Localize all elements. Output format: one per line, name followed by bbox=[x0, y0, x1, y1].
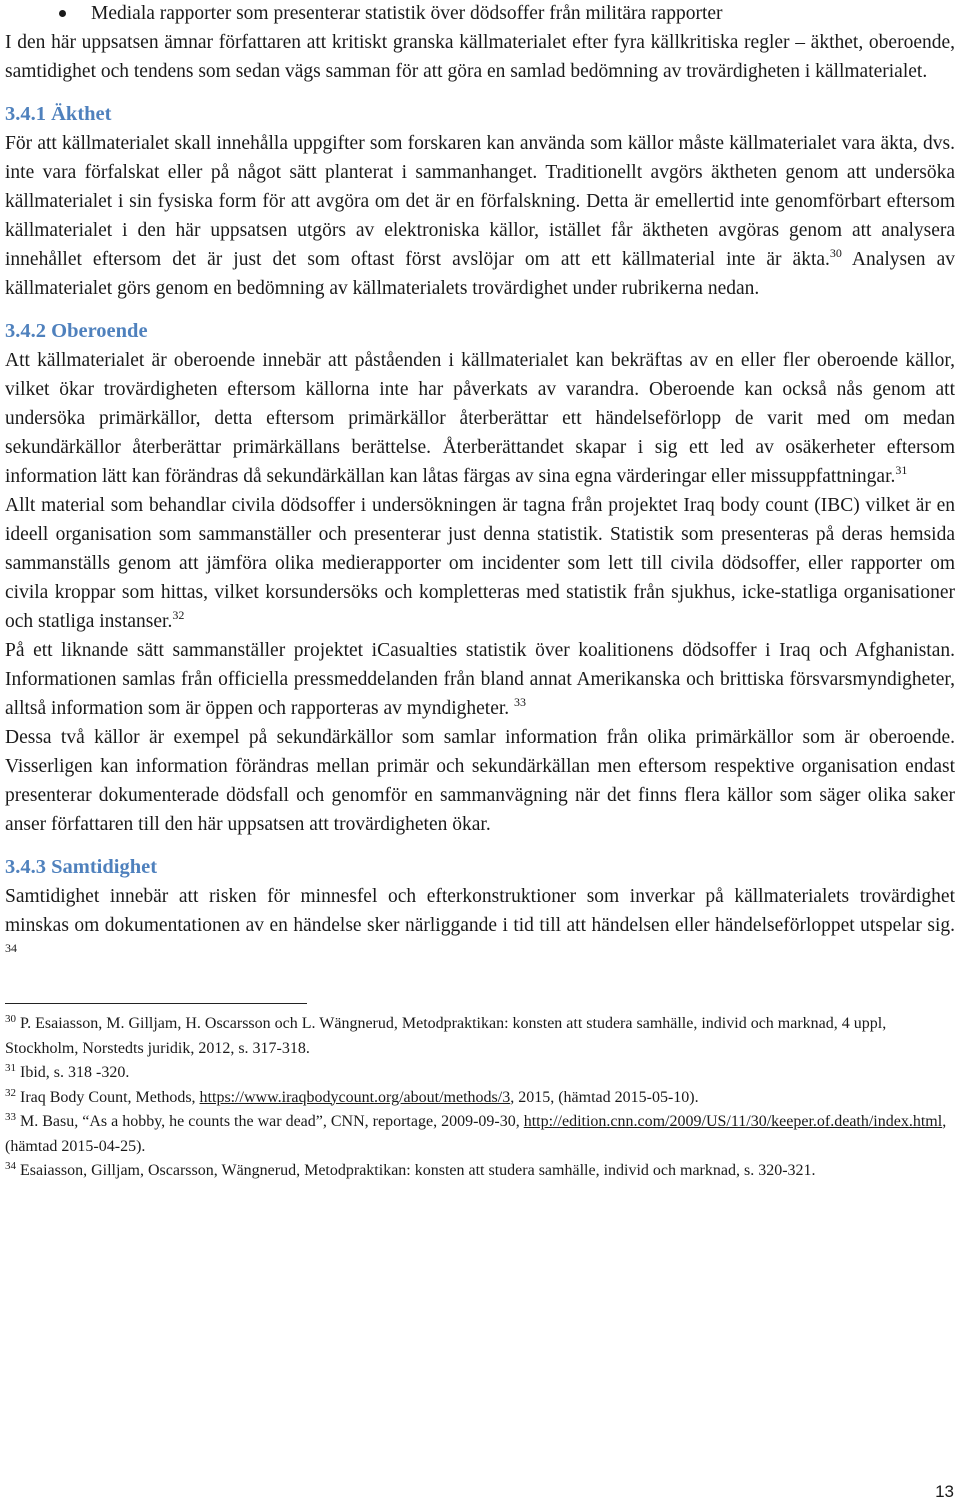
samtidighet-paragraph: Samtidighet innebär att risken för minnesfel och efterkonstruktioner som inverkar på källmaterialets trovärdighet minskas om dokumentationen av en händelse sker närliggande i tid till att händelsen eller händelseförloppet utspelar sig. $^{34}$ bbox=[5, 886, 955, 955]
footnote-ref-34[interactable]: 34 bbox=[5, 941, 17, 955]
bullet-text: Mediala rapporter som presenterar statistik över dödsoffer från militära rapporter bbox=[91, 3, 723, 24]
footnote-31: $^{31}$ Ibid, s. 318 -320. bbox=[5, 1062, 130, 1081]
oberoende-paragraph-1: Att källmaterialet är oberoende innebär att påståenden i källmaterialet kan bekräftas av en eller fler oberoende källor, vilket ökar trovärdigheten eftersom källorna inte har påverkats av varandra. Oberoende kan också nås genom att undersöka primärkällor, detta eftersom primärkällor återberättar ett händelseförlopp de varit med om medan sekundärkällor återberättar primärkällans berättelse. Återberättandet skapar i sig ett led av osäkerheter eftersom information lätt kan förändras då sekundärkällan kan låtas färgas av sina egna värderingar eller missuppfattningar.$^{31}$ bbox=[5, 350, 955, 487]
oberoende-paragraph-2: Allt material som behandlar civila dödsoffer i undersökningen är tagna från projektet Iraq body count (IBC) vilket är en ideell organisation som sammanställer och presenterar just denna statistik. Statistik som presenteras på deras hemsida sammanställs genom att jämföra olika medierapporter om incidenter som lett till civila dödsoffer, eller rapporter om civila kroppar som hittas, vilket korsundersöks och kompletteras med statistik från sjukhus, icke-statliga organisationer och statliga instanser.$^{32}$ bbox=[5, 495, 955, 632]
footnote-34: $^{34}$ Esaiasson, Gilljam, Oscarsson, Wängnerud, Metodpraktikan: konsten att studera samhälle, individ och marknad, s. 320-321. bbox=[5, 1160, 816, 1179]
page-number: 13 bbox=[935, 1482, 954, 1501]
footnote-separator bbox=[5, 1003, 307, 1004]
akthet-paragraph: För att källmaterialet skall innehålla uppgifter som forskaren kan använda som källor måste källmaterialet vara äkta, dvs. inte vara förfalskat eller på något sätt planterat i sammanhanget. Traditionellt avgörs äktheten genom att undersöka källmaterialet i sin fysiska form för att avgöra om det är en förfalskning. Detta är emellertid inte genomförbart eftersom källmaterialet i den här uppsatsen utgörs av elektroniska källor, istället får äktheten avgöras genom att analysera innehållet eftersom det är just det som oftast först avslöjar om att ett källmaterial inte är äkta.$^{30}$ Analysen av källmaterialet görs genom en bedömning av källmaterialets trovärdighet under rubrikerna nedan. bbox=[5, 133, 955, 299]
footnote-ref-31[interactable]: 31 bbox=[895, 463, 908, 477]
footnote-33: $^{33}$ M. Basu, “As a hobby, he counts the war dead”, CNN, reportage, 2009-09-30, http://edition.cnn.com/2009/US/11/30/keeper.of.death/index.html, (hämtad 2015-04-25). bbox=[5, 1111, 947, 1155]
iraqbodycount-link[interactable]: https://www.iraqbodycount.org/about/methods/3 bbox=[199, 1088, 511, 1106]
bullet-dot-icon bbox=[59, 10, 66, 17]
section-heading-samtidighet: 3.4.3 Samtidighet bbox=[5, 856, 158, 878]
bullet-item bbox=[5, 0, 955, 28]
section-heading-akthet: 3.4.1 Äkthet bbox=[5, 103, 112, 125]
footnote-ref-32[interactable]: 32 bbox=[172, 608, 185, 622]
footnote-30: $^{30}$ P. Esaiasson, M. Gilljam, H. Oscarsson och L. Wängnerud, Metodpraktikan: konsten att studera samhälle, individ och marknad, 4 uppl, Stockholm, Norstedts juridik, 2012, s. 317-318. bbox=[5, 1013, 887, 1057]
intro-paragraph: I den här uppsatsen ämnar författaren att kritiskt granska källmaterialet efter fyra källkritiska regler – äkthet, oberoende, samtidighet och tendens som sedan vägs samman för att göra en samlad bedömning av trovärdigheten i källmaterialet. bbox=[5, 32, 955, 82]
cnn-link[interactable]: http://edition.cnn.com/2009/US/11/30/keeper.of.death/index.html bbox=[523, 1113, 943, 1130]
footnote-ref-33[interactable]: 33 bbox=[514, 695, 527, 709]
section-heading-oberoende: 3.4.2 Oberoende bbox=[5, 320, 148, 342]
footnote-ref-30[interactable]: 30 bbox=[829, 246, 842, 260]
footnote-32: $^{32}$ Iraq Body Count, Methods, https://www.iraqbodycount.org/about/methods/3, 2015, (hämtad 2015-05-10). bbox=[5, 1086, 699, 1106]
document-page bbox=[5, 0, 955, 1184]
oberoende-paragraph-3: På ett liknande sätt sammanställer projektet iCasualties statistik över koalitionens dödsoffer i Iraq och Afghanistan. Informationen samlas från officiella pressmeddelanden från bland annat Amerikanska och brittiska försvarsmyndigheter, alltså information som är öppen och rapporteras av myndigheter. $^{33}$ bbox=[5, 640, 955, 719]
oberoende-paragraph-4: Dessa två källor är exempel på sekundärkällor som samlar information från olika primärkällor som är oberoende. Visserligen kan information förändras mellan primär och sekundärkällan men eftersom respektive organisation endast presenterar dokumenterade dödsfall och genomför en sammanvägning när det finns flera källor som säger olika saker anser författaren till den här uppsatsen att trovärdigheten ökar. bbox=[5, 727, 955, 835]
